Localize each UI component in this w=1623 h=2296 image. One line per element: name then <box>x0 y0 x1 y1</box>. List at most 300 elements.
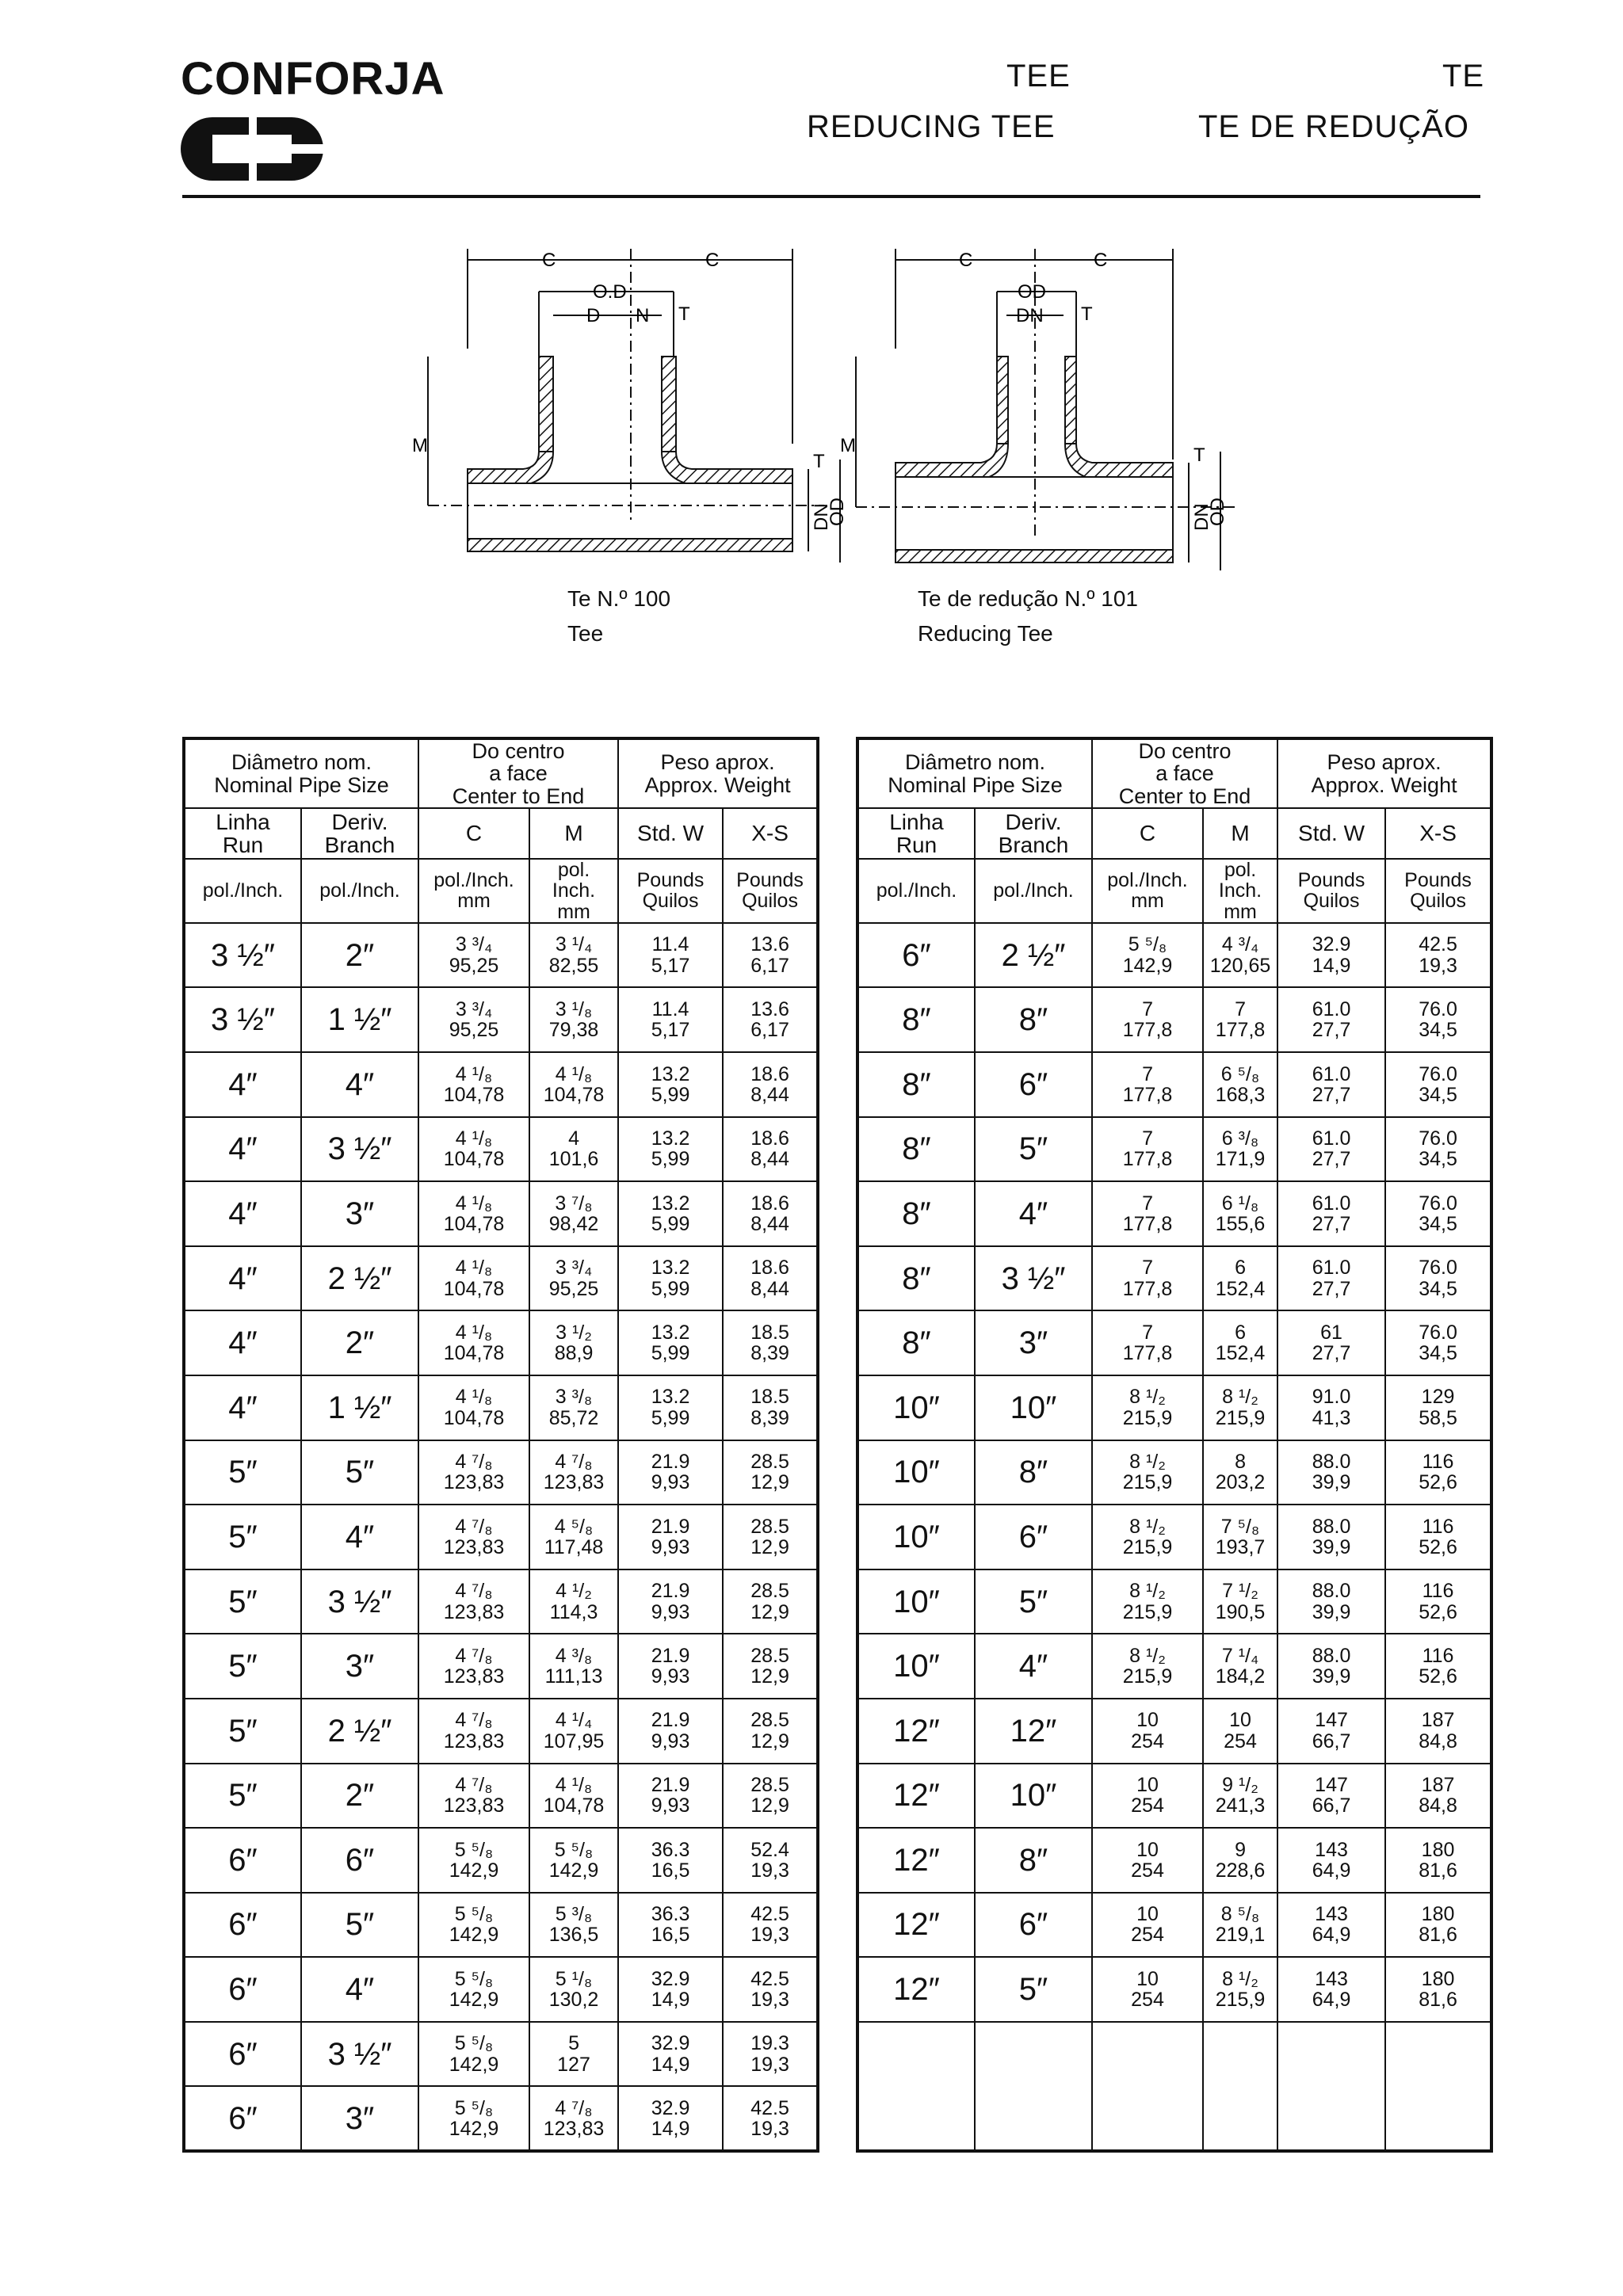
conforja-logo-icon <box>181 117 323 181</box>
table-row <box>857 1052 1491 1117</box>
branch-size: 2″ <box>301 1310 418 1375</box>
center-to-end-m: 7 177,8 <box>1203 987 1277 1052</box>
weight-std: 147 66,7 <box>1277 1699 1385 1764</box>
weight-std: 21.9 9,93 <box>618 1764 723 1829</box>
branch-size: 4″ <box>301 1957 418 2022</box>
run-size: 10″ <box>857 1634 975 1699</box>
fig2-subcaption: Reducing Tee <box>918 621 1053 646</box>
table-row <box>184 987 818 1052</box>
table-row <box>184 1957 818 2022</box>
branch-size: 4″ <box>301 1505 418 1569</box>
empty-cell <box>1203 2022 1277 2151</box>
weight-std: 88.0 39,9 <box>1277 1569 1385 1634</box>
center-to-end-m: 5 127 <box>529 2022 618 2087</box>
center-to-end-m: 4 ⁷/₈ 123,83 <box>529 1440 618 1505</box>
table-row <box>857 1893 1491 1958</box>
std-w-header: Std. W <box>618 808 723 859</box>
center-to-end-c: 7 177,8 <box>1092 1310 1203 1375</box>
center-to-end-m: 6 ⁵/₈ 168,3 <box>1203 1052 1277 1117</box>
center-to-end-m: 4 ⁵/₈ 117,48 <box>529 1505 618 1569</box>
weight-xs: 180 81,6 <box>1385 1957 1491 2022</box>
m-unit: pol. Inch. mm <box>529 859 618 923</box>
dim-m-label-2: M <box>840 435 856 456</box>
run-size: 6″ <box>184 1828 301 1893</box>
run-size: 6″ <box>857 923 975 988</box>
c-unit: pol./Inch. mm <box>1092 859 1203 923</box>
weight-std: 36.3 16,5 <box>618 1893 723 1958</box>
dim-t-run-label: T <box>813 451 825 472</box>
weight-xs: 42.5 19,3 <box>723 2086 818 2151</box>
branch-size: 2 ½″ <box>301 1246 418 1311</box>
weight-xs: 18.5 8,39 <box>723 1310 818 1375</box>
tee-drawing <box>412 238 848 586</box>
center-to-end-c: 10 254 <box>1092 1828 1203 1893</box>
center-to-end-m: 3 ¹/₂ 88,9 <box>529 1310 618 1375</box>
weight-xs: 42.5 19,3 <box>723 1957 818 2022</box>
branch-size: 10″ <box>975 1764 1092 1829</box>
branch-header: Deriv. Branch <box>301 808 418 859</box>
weight-std: 61.0 27,7 <box>1277 1117 1385 1182</box>
branch-size: 8″ <box>975 987 1092 1052</box>
branch-size: 2″ <box>301 923 418 988</box>
empty-cell <box>1092 2022 1203 2151</box>
branch-size: 4″ <box>975 1634 1092 1699</box>
weight-xs: 116 52,6 <box>1385 1569 1491 1634</box>
center-to-end-c: 7 177,8 <box>1092 1117 1203 1182</box>
approx-weight-header: Peso aprox. Approx. Weight <box>618 738 818 808</box>
branch-size: 2 ½″ <box>975 923 1092 988</box>
run-size: 5″ <box>184 1505 301 1569</box>
weight-xs: 52.4 19,3 <box>723 1828 818 1893</box>
weight-xs: 18.6 8,44 <box>723 1246 818 1311</box>
center-to-end-m: 9 228,6 <box>1203 1828 1277 1893</box>
run-size: 6″ <box>184 2022 301 2087</box>
center-to-end-m: 4 ³/₄ 120,65 <box>1203 923 1277 988</box>
weight-std: 32.9 14,9 <box>618 2086 723 2151</box>
center-to-end-c: 10 254 <box>1092 1893 1203 1958</box>
center-to-end-c: 4 ⁷/₈ 123,83 <box>418 1505 529 1569</box>
branch-size: 12″ <box>975 1699 1092 1764</box>
center-to-end-header: Do centro a face Center to End <box>418 738 618 808</box>
center-to-end-m: 4 ³/₈ 111,13 <box>529 1634 618 1699</box>
run-size: 4″ <box>184 1052 301 1117</box>
weight-std: 13.2 5,99 <box>618 1246 723 1311</box>
xs-header: X-S <box>723 808 818 859</box>
weight-std: 143 64,9 <box>1277 1893 1385 1958</box>
weight-std: 61.0 27,7 <box>1277 1246 1385 1311</box>
run-header: Linha Run <box>184 808 301 859</box>
center-to-end-m: 4 ⁷/₈ 123,83 <box>529 2086 618 2151</box>
table-row <box>857 1181 1491 1246</box>
std-w-header: Std. W <box>1277 808 1385 859</box>
center-to-end-c: 5 ⁵/₈ 142,9 <box>418 1893 529 1958</box>
center-to-end-m: 5 ³/₈ 136,5 <box>529 1893 618 1958</box>
center-to-end-c: 8 ¹/₂ 215,9 <box>1092 1505 1203 1569</box>
weight-xs: 76.0 34,5 <box>1385 987 1491 1052</box>
center-to-end-m: 8 203,2 <box>1203 1440 1277 1505</box>
std-unit: Pounds Quilos <box>618 859 723 923</box>
branch-size: 1 ½″ <box>301 987 418 1052</box>
weight-xs: 28.5 12,9 <box>723 1634 818 1699</box>
table-row <box>184 1569 818 1634</box>
center-to-end-m: 7 ¹/₂ 190,5 <box>1203 1569 1277 1634</box>
weight-xs: 18.6 8,44 <box>723 1117 818 1182</box>
empty-cell <box>857 2022 975 2151</box>
weight-std: 13.2 5,99 <box>618 1117 723 1182</box>
center-to-end-c: 4 ⁷/₈ 123,83 <box>418 1699 529 1764</box>
table-row <box>857 987 1491 1052</box>
fig1-caption: Te N.º 100 <box>567 586 671 611</box>
center-to-end-m: 7 ⁵/₈ 193,7 <box>1203 1505 1277 1569</box>
branch-size: 3 ½″ <box>975 1246 1092 1311</box>
branch-size: 5″ <box>301 1440 418 1505</box>
weight-xs: 76.0 34,5 <box>1385 1052 1491 1117</box>
dim-c-left: C <box>542 250 556 271</box>
branch-size: 6″ <box>975 1505 1092 1569</box>
table-row <box>857 1957 1491 2022</box>
center-to-end-m: 4 101,6 <box>529 1117 618 1182</box>
run-size: 8″ <box>857 1310 975 1375</box>
table-row <box>184 1375 818 1440</box>
center-to-end-c: 3 ³/₄ 95,25 <box>418 987 529 1052</box>
center-to-end-c: 10 254 <box>1092 1957 1203 2022</box>
weight-xs: 76.0 34,5 <box>1385 1117 1491 1182</box>
branch-size: 2″ <box>301 1764 418 1829</box>
dim-od-label: O.D <box>593 281 627 303</box>
center-to-end-c: 8 ¹/₂ 215,9 <box>1092 1569 1203 1634</box>
center-to-end-m: 9 ¹/₂ 241,3 <box>1203 1764 1277 1829</box>
center-to-end-c: 4 ¹/₈ 104,78 <box>418 1246 529 1311</box>
weight-std: 32.9 14,9 <box>1277 923 1385 988</box>
empty-row <box>857 2022 1491 2151</box>
run-size: 8″ <box>857 1246 975 1311</box>
m-header: M <box>1203 808 1277 859</box>
center-to-end-m: 6 152,4 <box>1203 1310 1277 1375</box>
table-row <box>184 2022 818 2087</box>
center-to-end-m: 5 ⁵/₈ 142,9 <box>529 1828 618 1893</box>
center-to-end-c: 3 ³/₄ 95,25 <box>418 923 529 988</box>
table-row <box>857 1699 1491 1764</box>
center-to-end-c: 5 ⁵/₈ 142,9 <box>1092 923 1203 988</box>
run-size: 5″ <box>184 1569 301 1634</box>
center-to-end-m: 8 ⁵/₈ 219,1 <box>1203 1893 1277 1958</box>
weight-xs: 13.6 6,17 <box>723 987 818 1052</box>
table-row <box>857 1440 1491 1505</box>
run-unit: pol./Inch. <box>184 859 301 923</box>
branch-size: 3″ <box>975 1310 1092 1375</box>
weight-std: 11.4 5,17 <box>618 923 723 988</box>
weight-xs: 76.0 34,5 <box>1385 1246 1491 1311</box>
center-to-end-c: 4 ⁷/₈ 123,83 <box>418 1634 529 1699</box>
table-row <box>857 1634 1491 1699</box>
weight-std: 88.0 39,9 <box>1277 1634 1385 1699</box>
branch-size: 8″ <box>975 1828 1092 1893</box>
center-to-end-c: 7 177,8 <box>1092 987 1203 1052</box>
dim-d-label: D <box>586 305 601 326</box>
branch-size: 5″ <box>975 1957 1092 2022</box>
weight-xs: 76.0 34,5 <box>1385 1310 1491 1375</box>
center-to-end-c: 4 ⁷/₈ 123,83 <box>418 1764 529 1829</box>
weight-std: 13.2 5,99 <box>618 1181 723 1246</box>
center-to-end-m: 4 ¹/₈ 104,78 <box>529 1052 618 1117</box>
run-size: 8″ <box>857 1181 975 1246</box>
approx-weight-header: Peso aprox. Approx. Weight <box>1277 738 1491 808</box>
weight-xs: 116 52,6 <box>1385 1440 1491 1505</box>
run-size: 10″ <box>857 1569 975 1634</box>
run-size: 6″ <box>184 2086 301 2151</box>
table-row <box>184 1310 818 1375</box>
table-row <box>857 1246 1491 1311</box>
weight-xs: 18.6 8,44 <box>723 1052 818 1117</box>
center-to-end-c: 4 ⁷/₈ 123,83 <box>418 1569 529 1634</box>
run-size: 6″ <box>184 1957 301 2022</box>
m-header: M <box>529 808 618 859</box>
nominal-size-header: Diâmetro nom. Nominal Pipe Size <box>184 738 418 808</box>
branch-size: 6″ <box>301 1828 418 1893</box>
dim-t-label-2: T <box>1081 303 1093 325</box>
empty-cell <box>975 2022 1092 2151</box>
center-to-end-m: 3 ³/₈ 85,72 <box>529 1375 618 1440</box>
center-to-end-c: 7 177,8 <box>1092 1181 1203 1246</box>
weight-std: 21.9 9,93 <box>618 1699 723 1764</box>
dim-dn-label-2: DN <box>1016 305 1044 326</box>
branch-size: 5″ <box>301 1893 418 1958</box>
run-size: 10″ <box>857 1505 975 1569</box>
weight-xs: 28.5 12,9 <box>723 1505 818 1569</box>
table-row <box>184 1634 818 1699</box>
center-to-end-m: 8 ¹/₂ 215,9 <box>1203 1957 1277 2022</box>
tee-dimensions-table-right <box>856 737 1493 2153</box>
table-row <box>184 1828 818 1893</box>
branch-size: 4″ <box>301 1052 418 1117</box>
fig2-caption: Te de redução N.º 101 <box>918 586 1138 611</box>
branch-size: 5″ <box>975 1117 1092 1182</box>
center-to-end-m: 10 254 <box>1203 1699 1277 1764</box>
branch-size: 3 ½″ <box>301 1117 418 1182</box>
branch-size: 3 ½″ <box>301 2022 418 2087</box>
weight-xs: 116 52,6 <box>1385 1634 1491 1699</box>
dim-od-run-label: OD <box>827 498 848 526</box>
run-size: 4″ <box>184 1375 301 1440</box>
weight-std: 91.0 41,3 <box>1277 1375 1385 1440</box>
branch-size: 3″ <box>301 2086 418 2151</box>
run-size: 12″ <box>857 1893 975 1958</box>
weight-xs: 180 81,6 <box>1385 1893 1491 1958</box>
weight-std: 21.9 9,93 <box>618 1505 723 1569</box>
center-to-end-c: 5 ⁵/₈ 142,9 <box>418 2022 529 2087</box>
center-to-end-header: Do centro a face Center to End <box>1092 738 1277 808</box>
weight-xs: 13.6 6,17 <box>723 923 818 988</box>
weight-std: 11.4 5,17 <box>618 987 723 1052</box>
run-size: 3 ½″ <box>184 987 301 1052</box>
header-divider <box>182 195 1480 198</box>
center-to-end-c: 4 ¹/₈ 104,78 <box>418 1052 529 1117</box>
center-to-end-c: 7 177,8 <box>1092 1246 1203 1311</box>
branch-size: 4″ <box>975 1181 1092 1246</box>
branch-size: 1 ½″ <box>301 1375 418 1440</box>
dim-c-left-2: C <box>959 250 973 271</box>
table-row <box>184 923 818 988</box>
center-to-end-m: 8 ¹/₂ 215,9 <box>1203 1375 1277 1440</box>
std-unit: Pounds Quilos <box>1277 859 1385 923</box>
tee-dimensions-table-left <box>182 737 819 2153</box>
weight-xs: 18.6 8,44 <box>723 1181 818 1246</box>
center-to-end-c: 4 ¹/₈ 104,78 <box>418 1181 529 1246</box>
table-row <box>184 1052 818 1117</box>
weight-xs: 42.5 19,3 <box>1385 923 1491 988</box>
dim-dn-run-label-2: DN <box>1191 503 1212 531</box>
run-size: 10″ <box>857 1440 975 1505</box>
weight-xs: 180 81,6 <box>1385 1828 1491 1893</box>
center-to-end-m: 7 ¹/₄ 184,2 <box>1203 1634 1277 1699</box>
weight-xs: 187 84,8 <box>1385 1764 1491 1829</box>
table-row <box>857 1764 1491 1829</box>
dim-t-label: T <box>678 303 690 325</box>
run-size: 10″ <box>857 1375 975 1440</box>
branch-size: 3″ <box>301 1181 418 1246</box>
weight-xs: 19.3 19,3 <box>723 2022 818 2087</box>
branch-size: 3 ½″ <box>301 1569 418 1634</box>
center-to-end-m: 4 ¹/₂ 114,3 <box>529 1569 618 1634</box>
table-row <box>857 923 1491 988</box>
table-row <box>184 1440 818 1505</box>
run-size: 3 ½″ <box>184 923 301 988</box>
center-to-end-m: 3 ¹/₄ 82,55 <box>529 923 618 988</box>
dim-od-run-label-2: OD <box>1207 498 1228 526</box>
branch-unit: pol./Inch. <box>975 859 1092 923</box>
weight-std: 88.0 39,9 <box>1277 1505 1385 1569</box>
run-size: 8″ <box>857 987 975 1052</box>
table-row <box>184 1505 818 1569</box>
center-to-end-c: 4 ⁷/₈ 123,83 <box>418 1440 529 1505</box>
dim-dn-label: DN <box>811 503 832 531</box>
c-unit: pol./Inch. mm <box>418 859 529 923</box>
dim-n-label: N <box>636 305 650 326</box>
run-unit: pol./Inch. <box>857 859 975 923</box>
dim-t-run-label-2: T <box>1193 444 1205 466</box>
run-header: Linha Run <box>857 808 975 859</box>
branch-size: 10″ <box>975 1375 1092 1440</box>
table-row <box>857 1505 1491 1569</box>
weight-std: 147 66,7 <box>1277 1764 1385 1829</box>
dim-c-right: C <box>705 250 720 271</box>
brand-name: CONFORJA <box>181 53 445 105</box>
run-size: 5″ <box>184 1764 301 1829</box>
branch-size: 6″ <box>975 1893 1092 1958</box>
center-to-end-c: 7 177,8 <box>1092 1052 1203 1117</box>
weight-std: 32.9 14,9 <box>618 2022 723 2087</box>
m-unit: pol. Inch. mm <box>1203 859 1277 923</box>
dim-od-label-2: OD <box>1018 281 1046 303</box>
xs-unit: Pounds Quilos <box>723 859 818 923</box>
weight-xs: 28.5 12,9 <box>723 1699 818 1764</box>
center-to-end-m: 5 ¹/₈ 130,2 <box>529 1957 618 2022</box>
run-size: 5″ <box>184 1699 301 1764</box>
weight-xs: 28.5 12,9 <box>723 1569 818 1634</box>
center-to-end-c: 5 ⁵/₈ 142,9 <box>418 1828 529 1893</box>
center-to-end-c: 4 ¹/₈ 104,78 <box>418 1310 529 1375</box>
dim-c-right-2: C <box>1094 250 1108 271</box>
title-pt-te: TE <box>1442 59 1485 93</box>
table-row <box>184 1699 818 1764</box>
center-to-end-m: 3 ¹/₈ 79,38 <box>529 987 618 1052</box>
weight-std: 143 64,9 <box>1277 1957 1385 2022</box>
table-row <box>857 1310 1491 1375</box>
weight-std: 88.0 39,9 <box>1277 1440 1385 1505</box>
weight-xs: 42.5 19,3 <box>723 1893 818 1958</box>
table-row <box>857 1828 1491 1893</box>
center-to-end-m: 6 ¹/₈ 155,6 <box>1203 1181 1277 1246</box>
branch-unit: pol./Inch. <box>301 859 418 923</box>
branch-size: 5″ <box>975 1569 1092 1634</box>
weight-xs: 28.5 12,9 <box>723 1764 818 1829</box>
center-to-end-c: 5 ⁵/₈ 142,9 <box>418 1957 529 2022</box>
branch-size: 6″ <box>975 1052 1092 1117</box>
run-size: 4″ <box>184 1310 301 1375</box>
run-size: 4″ <box>184 1117 301 1182</box>
run-size: 12″ <box>857 1699 975 1764</box>
c-header: C <box>418 808 529 859</box>
fig1-subcaption: Tee <box>567 621 604 646</box>
table-row <box>857 1375 1491 1440</box>
title-en-reducing-tee: REDUCING TEE <box>807 109 1056 144</box>
weight-std: 13.2 5,99 <box>618 1052 723 1117</box>
empty-cell <box>1385 2022 1491 2151</box>
table-row <box>184 2086 818 2151</box>
branch-size: 8″ <box>975 1440 1092 1505</box>
weight-xs: 18.5 8,39 <box>723 1375 818 1440</box>
weight-xs: 129 58,5 <box>1385 1375 1491 1440</box>
run-size: 12″ <box>857 1764 975 1829</box>
table-row <box>184 1246 818 1311</box>
center-to-end-c: 5 ⁵/₈ 142,9 <box>418 2086 529 2151</box>
weight-std: 36.3 16,5 <box>618 1828 723 1893</box>
xs-header: X-S <box>1385 808 1491 859</box>
weight-std: 61.0 27,7 <box>1277 987 1385 1052</box>
title-en-tee: TEE <box>1006 59 1071 93</box>
run-size: 12″ <box>857 1957 975 2022</box>
run-size: 8″ <box>857 1052 975 1117</box>
branch-size: 2 ½″ <box>301 1699 418 1764</box>
table-row <box>184 1764 818 1829</box>
weight-xs: 187 84,8 <box>1385 1699 1491 1764</box>
table-row <box>857 1117 1491 1182</box>
center-to-end-m: 4 ¹/₄ 107,95 <box>529 1699 618 1764</box>
weight-xs: 116 52,6 <box>1385 1505 1491 1569</box>
run-size: 5″ <box>184 1440 301 1505</box>
table-row <box>857 1569 1491 1634</box>
run-size: 8″ <box>857 1117 975 1182</box>
run-size: 12″ <box>857 1828 975 1893</box>
center-to-end-c: 8 ¹/₂ 215,9 <box>1092 1634 1203 1699</box>
weight-xs: 76.0 34,5 <box>1385 1181 1491 1246</box>
center-to-end-m: 6 ³/₈ 171,9 <box>1203 1117 1277 1182</box>
table-row <box>184 1181 818 1246</box>
run-size: 5″ <box>184 1634 301 1699</box>
nominal-size-header: Diâmetro nom. Nominal Pipe Size <box>857 738 1092 808</box>
table-row <box>184 1117 818 1182</box>
center-to-end-m: 6 152,4 <box>1203 1246 1277 1311</box>
weight-std: 61.0 27,7 <box>1277 1052 1385 1117</box>
weight-std: 13.2 5,99 <box>618 1375 723 1440</box>
weight-std: 143 64,9 <box>1277 1828 1385 1893</box>
weight-std: 21.9 9,93 <box>618 1634 723 1699</box>
center-to-end-c: 4 ¹/₈ 104,78 <box>418 1375 529 1440</box>
center-to-end-m: 3 ⁷/₈ 98,42 <box>529 1181 618 1246</box>
center-to-end-c: 8 ¹/₂ 215,9 <box>1092 1440 1203 1505</box>
xs-unit: Pounds Quilos <box>1385 859 1491 923</box>
weight-xs: 28.5 12,9 <box>723 1440 818 1505</box>
